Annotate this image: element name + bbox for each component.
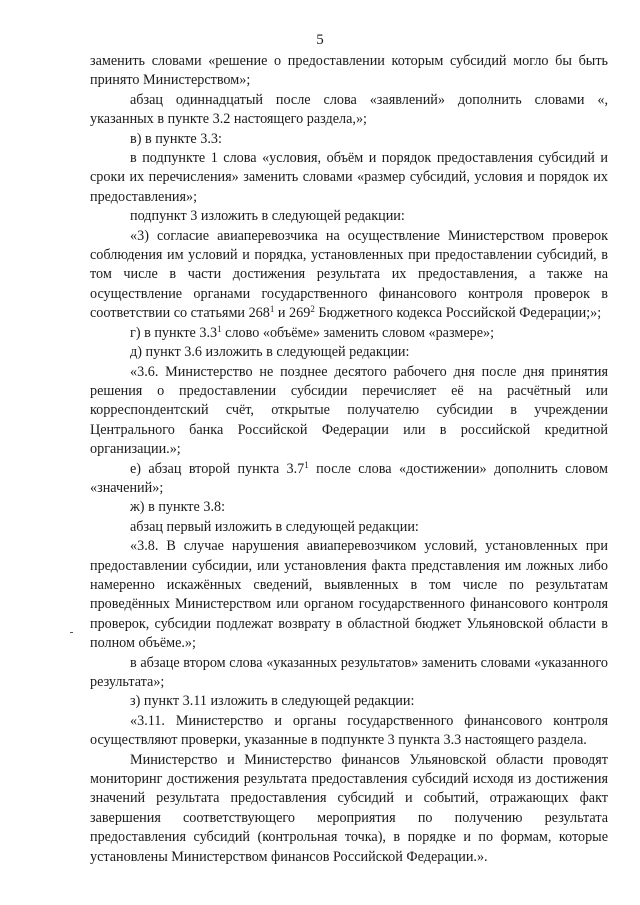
- paragraph-8: д) пункт 3.6 изложить в следующей редакции:: [130, 344, 410, 361]
- superscript-4: 1: [304, 459, 309, 470]
- paragraph-14: в абзаце втором слова «указанных результатов» заменить словами «указанного результата»;: [90, 654, 608, 690]
- margin-mark: [70, 632, 73, 633]
- paragraph-5: подпункт 3 изложить в следующей редакции:: [130, 208, 405, 225]
- superscript-2: 2: [310, 304, 315, 315]
- superscript-1: 1: [269, 304, 275, 315]
- paragraph-6-part-2: и 269: [274, 305, 311, 322]
- paragraph-7: [90, 324, 608, 343]
- paragraph-15: з) пункт 3.11 изложить в следующей редакции:: [130, 693, 415, 710]
- paragraph-4: в подпункте 1 слова «условия, объём и порядок предоставления субсидий и сроки их перечисления» заменить словами «размер субсидий, условия и порядок их предоставления»;: [90, 150, 608, 205]
- paragraph-13: «3.8. В случае нарушения авиаперевозчиком условий, установленных при предоставлении субсидии, или установления факта представления им ложных либо намеренно искажённых сведений, выявленных в том числе по результатам проведённых Министерством или органом государственного финансового контроля проверок, субсидии подлежат возврату в областной бюджет Ульяновской области в полном объёме.»;: [90, 538, 608, 652]
- paragraph-10-part-2: после слова «достижении» дополнить словом «значений»;: [90, 460, 608, 496]
- paragraph-9: «3.6. Министерство не позднее десятого рабочего дня после дня принятия решения о предоставлении субсидии перечисляет её на расчётный или корреспондентский счёт, открытые получателю субсидии в учреждении Центрального банка Российской Федерации или в российской кредитной организации.»;: [90, 363, 608, 458]
- paragraph-12: абзац первый изложить в следующей редакции:: [130, 518, 419, 535]
- document-body: [90, 52, 608, 867]
- paragraph-7-part-1: г) в пункте 3.3: [130, 324, 218, 341]
- paragraph-6-part-1: «3) согласие авиаперевозчика на осуществление Министерством проверок соблюдения им условий и порядка, установленных при предоставлении субсидий, в том числе в части достижения результата их предоставления, а также на осуществление органами государственного финансового контроля проверок в соответствии со статьями 268: [90, 227, 608, 322]
- paragraph-11: ж) в пункте 3.8:: [130, 499, 226, 516]
- paragraph-17: Министерство и Министерство финансов Ульяновской области проводят мониторинг достижения результата предоставления субсидий исходя из достижения значений результата предоставления субсидий и событий, отражающих факт завершения соответствующего мероприятия по получению результата предоставления субсидий (контрольная точка), в порядке и по формам, которые установлены Министерством финансов Российской Федерации.».: [90, 751, 608, 865]
- paragraph-7-part-2: слово «объёме» заменить словом «размере»;: [221, 324, 495, 341]
- paragraph-10-part-1: е) абзац второй пункта 3.7: [130, 460, 305, 477]
- paragraph-6-part-3: Бюджетного кодекса Российской Федерации;»;: [314, 305, 602, 322]
- paragraph-16: «3.11. Министерство и органы государственного финансового контроля осуществляют проверки, указанные в подпункте 3 пункта 3.3 настоящего раздела.: [90, 712, 608, 749]
- paragraph-3: в) в пункте 3.3:: [130, 130, 222, 147]
- superscript-3: 1: [217, 323, 222, 334]
- paragraph-6: [90, 227, 608, 324]
- paragraph-1: заменить словами «решение о предоставлении которым субсидий могло бы быть принято Министерством»;: [90, 53, 608, 89]
- paragraph-10: [90, 460, 608, 499]
- page-number: 5: [316, 32, 324, 48]
- paragraph-2: абзац одиннадцатый после слова «заявлений» дополнить словами «, указанных в пункте 3.2 настоящего раздела,»;: [90, 91, 608, 128]
